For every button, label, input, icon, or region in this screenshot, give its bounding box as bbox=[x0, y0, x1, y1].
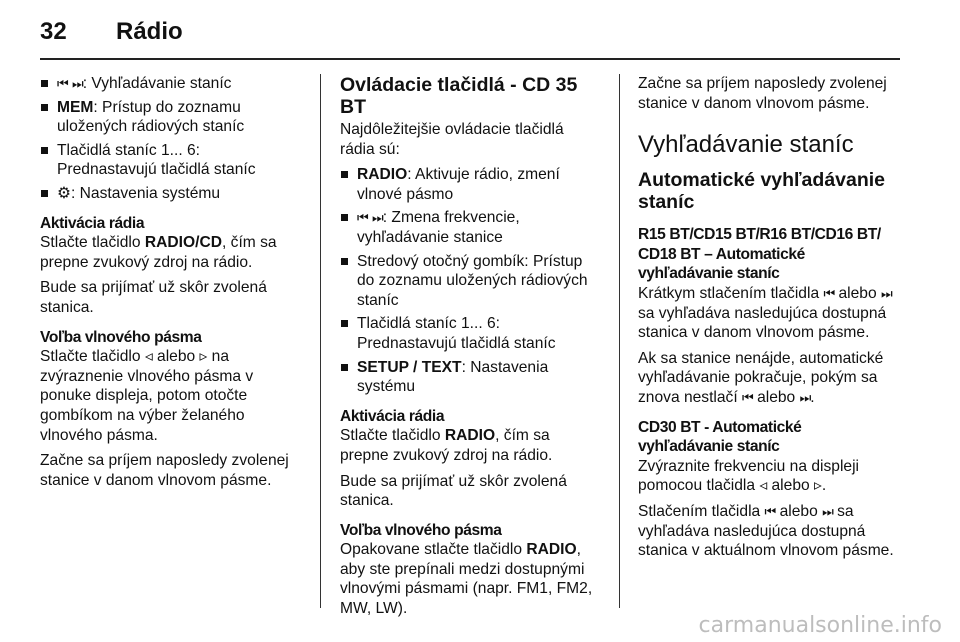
column-3 bbox=[638, 74, 900, 567]
subheading-activation: Aktivácia rádia bbox=[40, 214, 145, 232]
bullet-square bbox=[341, 320, 348, 327]
subheading-band: Voľba vlnového pásma bbox=[40, 328, 202, 346]
settings-icon: ⚙ bbox=[57, 184, 71, 202]
list-item: ⏮ ⏭: Zmena frekvencie, vyhľadávanie stanice bbox=[340, 208, 602, 247]
heading-station-search: Vyhľadávanie staníc bbox=[638, 131, 854, 159]
column-1 bbox=[40, 74, 302, 496]
heading-controls: Ovládacie tlačidlá - CD 35 BT bbox=[340, 74, 578, 118]
paragraph: Stlačte tlačidlo RADIO, čím sa prepne zvukový zdroj na rádio. bbox=[340, 427, 553, 464]
paragraph: Bude sa prijímať už skôr zvolená stanica. bbox=[40, 279, 267, 316]
bullet-square bbox=[341, 214, 348, 221]
column-divider-1 bbox=[320, 74, 321, 608]
column-divider-2 bbox=[619, 74, 620, 608]
paragraph: Zvýraznite frekvenciu na displeji pomocou tlačidla ◃ alebo ▹. bbox=[638, 457, 860, 495]
section-title: Rádio bbox=[116, 18, 183, 45]
paragraph: Začne sa príjem naposledy zvolenej stanice v danom vlnovom pásme. bbox=[40, 452, 289, 489]
list-item: RADIO: Aktivuje rádio, zmení vlnové pásmo bbox=[340, 165, 602, 204]
page-header bbox=[40, 14, 920, 54]
bullet-square bbox=[341, 171, 348, 178]
previous-track-icon: ⏮ bbox=[357, 210, 368, 226]
paragraph: Začne sa príjem naposledy zvolenej stanice v danom vlnovom pásme. bbox=[638, 75, 887, 112]
subheading-activation: Aktivácia rádia bbox=[340, 407, 445, 425]
header-divider bbox=[40, 58, 900, 60]
list-item: MEM: Prístup do zoznamu uložených rádiových staníc bbox=[40, 98, 302, 137]
list-item: ⚙: Nastavenia systému bbox=[40, 184, 302, 204]
paragraph: Krátkym stlačením tlačidla ⏮ alebo ⏭ sa vyhľadáva nasledujúca dostupná stanica v danom vlnovom pásme. bbox=[638, 284, 892, 342]
bullet-square bbox=[41, 104, 48, 111]
next-track-icon: ⏭ bbox=[372, 210, 383, 226]
paragraph: Stlačením tlačidla ⏮ alebo ⏭ sa vyhľadáva nasledujúca dostupná stanica v aktuálnom vlnovom pásme. bbox=[638, 502, 894, 560]
heading-auto-search: Automatické vyhľadávanie staníc bbox=[638, 169, 886, 214]
page-number: 32 bbox=[40, 18, 67, 45]
paragraph: Ak sa stanice nenájde, automatické vyhľadávanie pokračuje, pokým sa znova nestlačí ⏮ alebo ⏭. bbox=[638, 349, 884, 406]
previous-track-icon: ⏮ bbox=[764, 503, 776, 519]
next-track-icon: ⏭ bbox=[822, 503, 833, 519]
subheading-cd30: CD30 BT - Automatické vyhľadávanie staníc bbox=[638, 418, 802, 456]
watermark: carmanualsonline.info bbox=[698, 613, 942, 638]
bullet-square bbox=[41, 190, 48, 197]
list-item: SETUP / TEXT: Nastavenia systému bbox=[340, 358, 602, 397]
paragraph: Opakovane stlačte tlačidlo RADIO, aby ste prepínali medzi dostupnými vlnovými pásmami (napr. FM1, FM2, MW, LW). bbox=[340, 541, 593, 618]
subheading-r15: R15 BT/CD15 BT/R16 BT/CD16 BT/ CD18 BT – Automatické vyhľadávanie staníc bbox=[638, 226, 881, 283]
previous-track-icon: ⏮ bbox=[823, 285, 835, 301]
previous-track-icon: ⏮ bbox=[57, 76, 68, 91]
list-item: ⏮ ⏭: Vyhľadávanie staníc bbox=[40, 74, 302, 94]
next-track-icon: ⏭ bbox=[72, 76, 83, 91]
subheading-band: Voľba vlnového pásma bbox=[340, 521, 502, 539]
next-track-icon: ⏭ bbox=[880, 285, 892, 301]
previous-track-icon: ⏮ bbox=[742, 389, 753, 405]
bullet-square bbox=[341, 258, 348, 265]
list-item: Stredový otočný gombík: Prístup do zoznamu uložených rádiových staníc bbox=[340, 252, 602, 311]
column-2 bbox=[340, 74, 602, 625]
bullet-square bbox=[41, 147, 48, 154]
paragraph: Bude sa prijímať už skôr zvolená stanica. bbox=[340, 472, 567, 510]
paragraph: Najdôležitejšie ovládacie tlačidlá rádia sú: bbox=[340, 121, 564, 158]
next-track-icon: ⏭ bbox=[799, 389, 811, 405]
bullet-square bbox=[341, 364, 348, 371]
list-item: Tlačidlá staníc 1... 6: Prednastavujú tlačidlá staníc bbox=[340, 314, 602, 353]
bullet-square bbox=[41, 80, 48, 87]
paragraph: Stlačte tlačidlo ◃ alebo ▹ na zvýraznenie vlnového pásma v ponuke displeja, potom otočte gombíkom na výber želaného vlnového pásma. bbox=[40, 348, 254, 444]
list-item: Tlačidlá staníc 1... 6: Prednastavujú tlačidlá staníc bbox=[40, 141, 302, 180]
paragraph: Stlačte tlačidlo RADIO/CD, čím sa prepne zvukový zdroj na rádio. bbox=[40, 234, 277, 271]
